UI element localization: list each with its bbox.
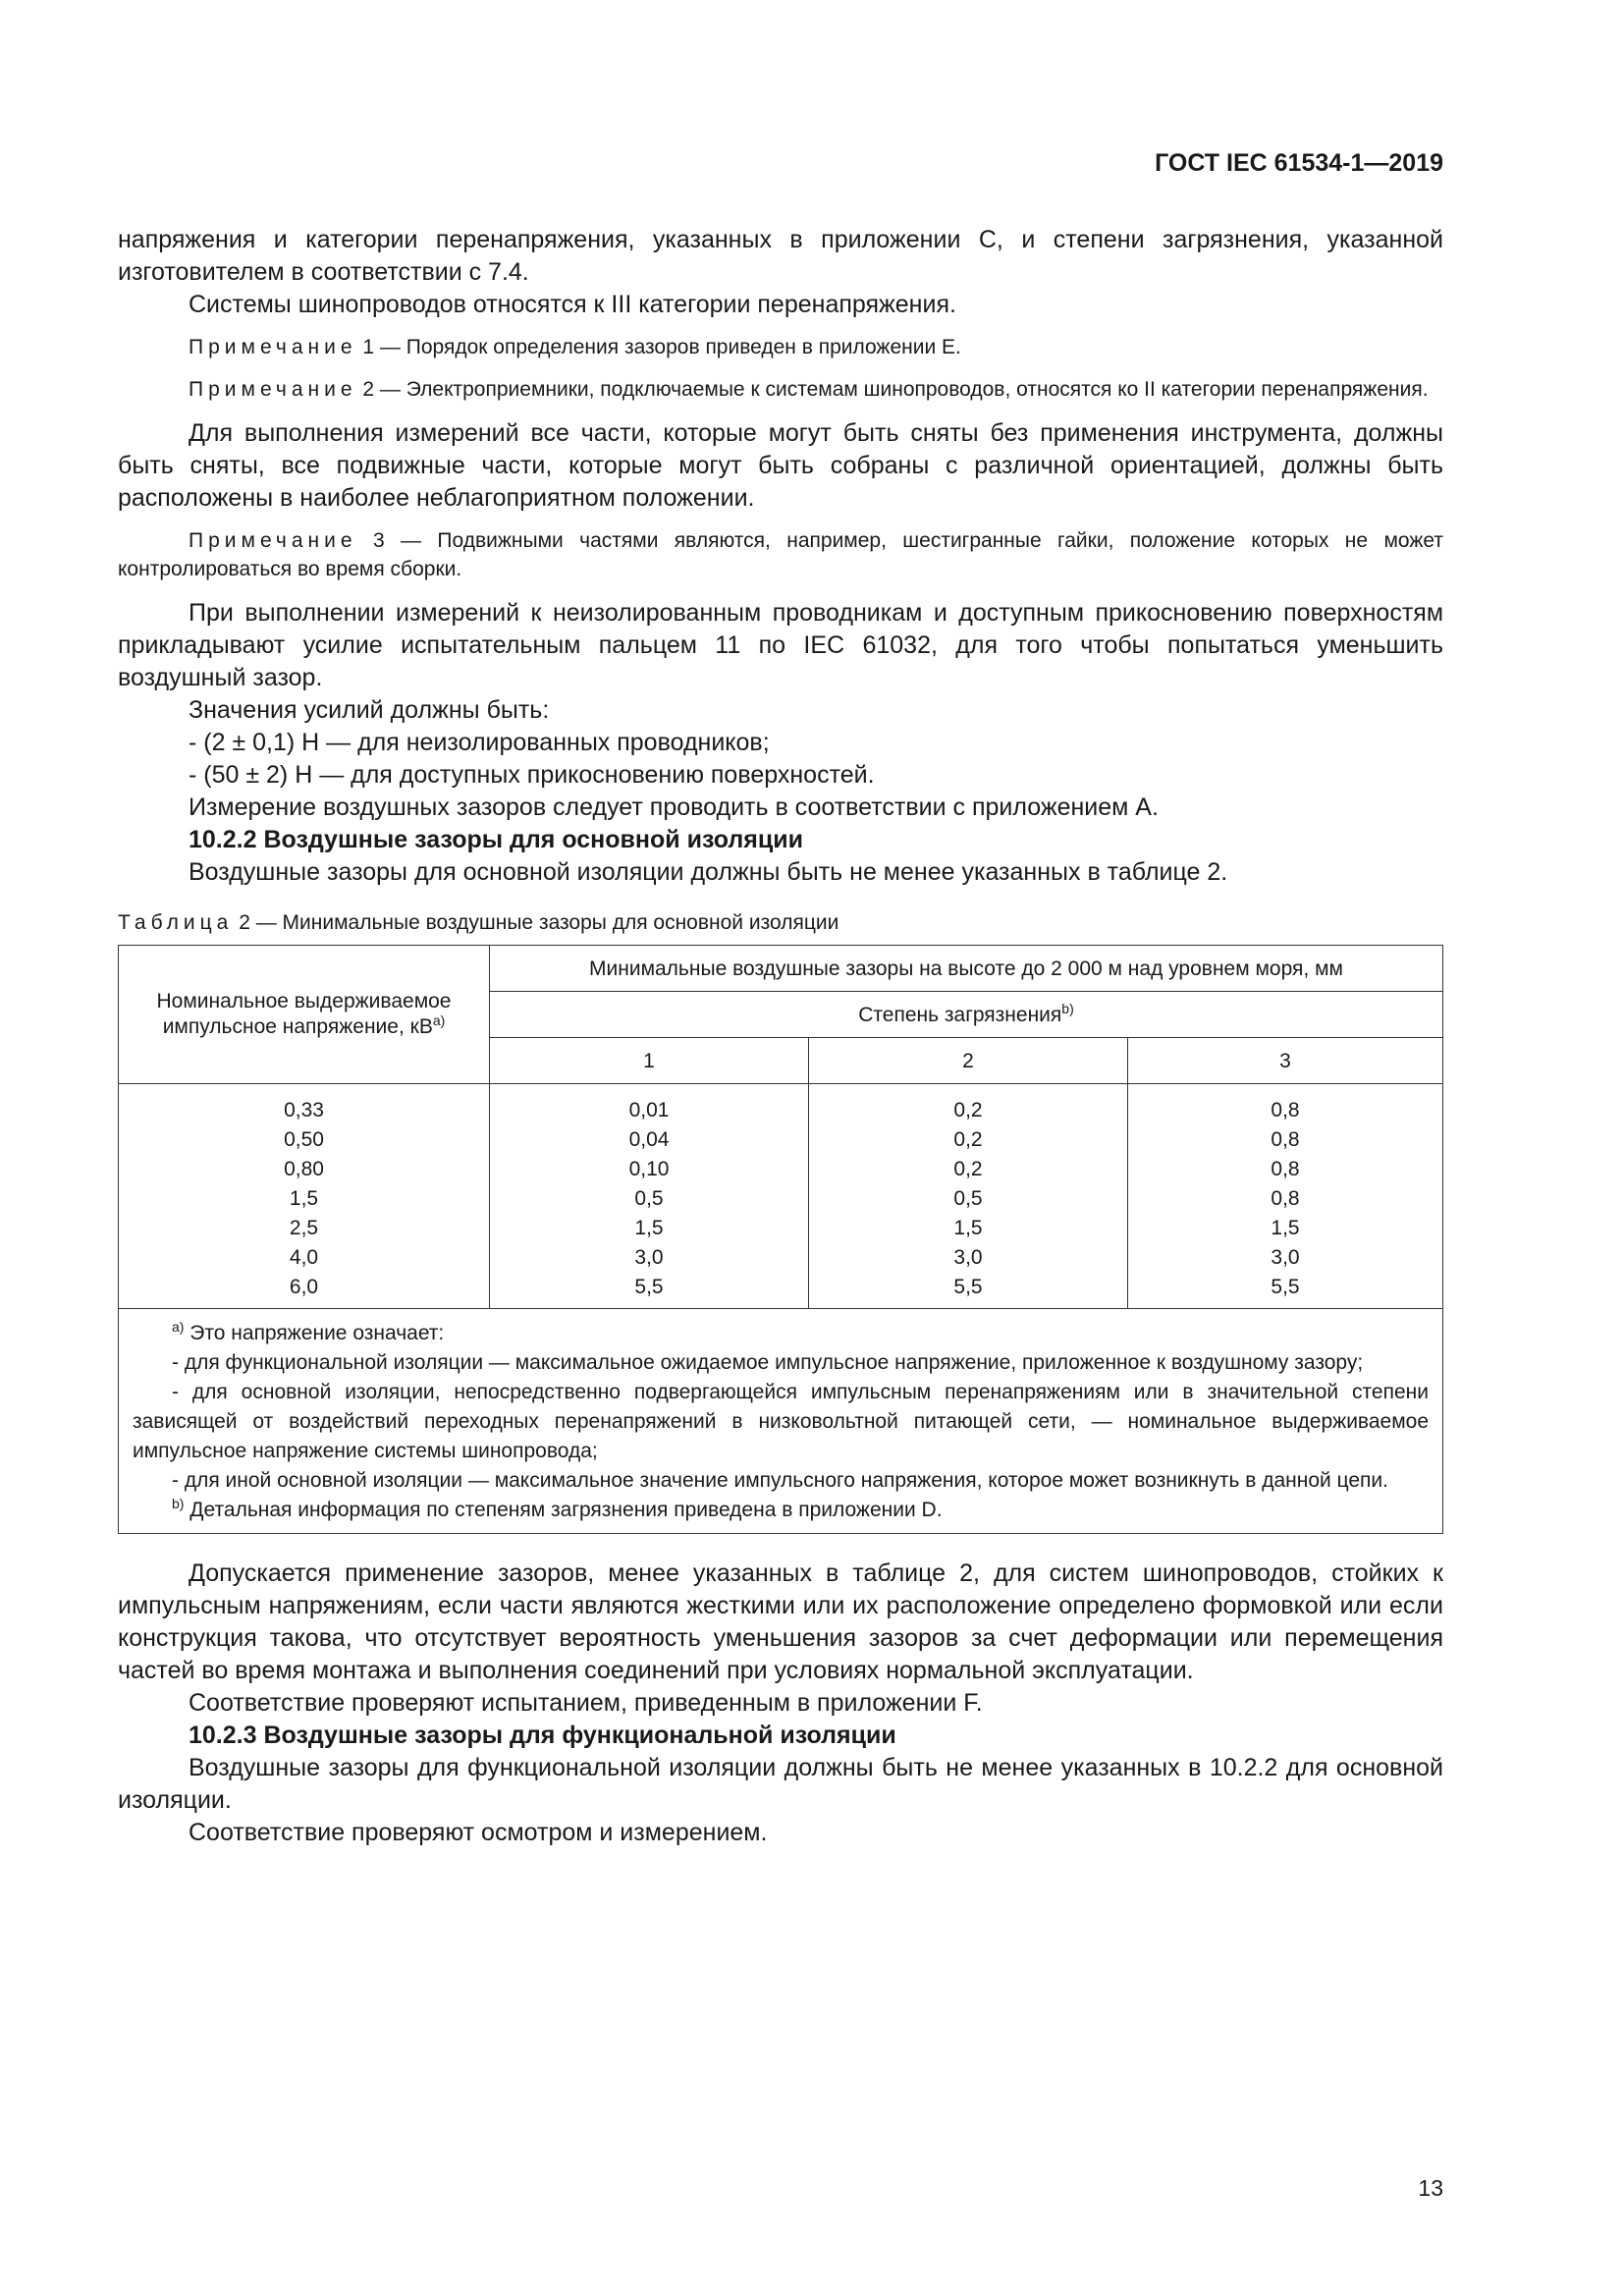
- footnote-b: $^{b)}$ Детальная информация по степеням загрязнения приведена в приложении D.: [172, 1496, 943, 1521]
- footnote-a: $^{a)}$ Это напряжение означает:: [172, 1319, 445, 1344]
- paragraph: напряжения и категории перенапряжения, указанных в приложении С, и степени загрязнения, указанной изготовителем в соответствии с 7.4.: [118, 226, 1443, 286]
- clearance-table: [118, 945, 1443, 1534]
- upper-text-block: [118, 224, 1443, 1849]
- footnote-a-item: - для основной изоляции, непосредственно подвергающейся импульсным перенапряжениям или в значительной степени зависящей от воздействий переходных перенапряжений в низковольтной питающей сети, — номинальное выдерживаемое импульсное напряжение системы шинопровода;: [133, 1381, 1429, 1462]
- note-2: Примечание 2 — Электроприемники, подключаемые к системам шинопроводов, относятся ко II категории перенапряжения.: [189, 378, 1429, 401]
- table-footnotes: [119, 1309, 1443, 1534]
- table-row: [119, 1084, 1443, 1309]
- paragraph: Соответствие проверяют осмотром и измерением.: [189, 1819, 768, 1846]
- list-item: - (50 ± 2) Н — для доступных прикосновению поверхностей.: [189, 761, 875, 789]
- note-3: Примечание 3 — Подвижными частями являются, например, шестигранные гайки, положение которых не может контролироваться во время сборки.: [118, 529, 1443, 580]
- note-1: Примечание 1 — Порядок определения зазоров приведен в приложении Е.: [189, 336, 961, 358]
- degree-header: 2: [809, 1038, 1128, 1084]
- paragraph: Воздушные зазоры для основной изоляции должны быть не менее указанных в таблице 2.: [189, 858, 1228, 886]
- voltage-column: 0,33 0,50 0,80 1,5 2,5 4,0 6,0: [119, 1084, 490, 1309]
- note-label: Примечание: [189, 378, 357, 401]
- degree-header: 1: [490, 1038, 809, 1084]
- footnote-a-item: - для функциональной изоляции — максимальное ожидаемое импульсное напряжение, приложенное к воздушному зазору;: [172, 1351, 1364, 1374]
- note-label: Примечание: [189, 336, 357, 358]
- note-label: Примечание: [189, 529, 357, 552]
- paragraph: Для выполнения измерений все части, которые могут быть сняты без применения инструмента, должны быть сняты, все подвижные части, которые могут быть собраны с различной ориентацией, должны быть расположены в наиболее неблагоприятном положении.: [118, 419, 1443, 512]
- column-header-pollution: Степень загрязнения$^{b)}$: [490, 992, 1443, 1038]
- footnote-a-item: - для иной основной изоляции — максимальное значение импульсного напряжения, которое может возникнуть в данной цепи.: [172, 1469, 1388, 1492]
- paragraph: Измерение воздушных зазоров следует проводить в соответствии с приложением А.: [189, 793, 1159, 821]
- paragraph: Допускается применение зазоров, менее указанных в таблице 2, для систем шинопроводов, стойких к импульсным напряжениям, если части являются жесткими или их расположение определено формовкой или если конструкция такова, что отсутствует вероятность уменьшения зазоров за счет деформации или перемещения частей во время монтажа и выполнения соединений при условиях нормальной эксплуатации.: [118, 1559, 1443, 1684]
- column-header-voltage: Номинальное выдерживаемое импульсное напряжение, $кВ^{a)}$: [119, 946, 490, 1084]
- paragraph: При выполнении измерений к неизолированным проводникам и доступным прикосновению поверхностям прикладывают усилие испытательным пальцем 11 по IEC 61032, для того чтобы попытаться уменьшить воздушный зазор.: [118, 599, 1443, 691]
- list-item: - (2 ± 0,1) Н — для неизолированных проводников;: [189, 729, 770, 756]
- section-heading-10-2-2: 10.2.2 Воздушные зазоры для основной изоляции: [189, 826, 803, 853]
- table-caption: Таблица 2 — Минимальные воздушные зазоры для основной изоляции: [118, 911, 839, 934]
- page-number: 13: [1418, 2175, 1443, 2201]
- degree-header: 3: [1128, 1038, 1443, 1084]
- paragraph: Воздушные зазоры для функциональной изоляции должны быть не менее указанных в 10.2.2 для основной изоляции.: [118, 1754, 1443, 1814]
- paragraph: Соответствие проверяют испытанием, приведенным в приложении F.: [189, 1689, 983, 1717]
- column-header-group: Минимальные воздушные зазоры на высоте до 2 000 м над уровнем моря, мм: [490, 946, 1443, 992]
- degree-3-column: 0,8 0,8 0,8 0,8 1,5 3,0 5,5: [1128, 1084, 1443, 1309]
- paragraph: Значения усилий должны быть:: [189, 696, 550, 724]
- paragraph: Системы шинопроводов относятся к III категории перенапряжения.: [189, 291, 956, 318]
- degree-2-column: 0,2 0,2 0,2 0,5 1,5 3,0 5,5: [809, 1084, 1128, 1309]
- section-heading-10-2-3: 10.2.3 Воздушные зазоры для функциональной изоляции: [189, 1722, 896, 1749]
- degree-1-column: 0,01 0,04 0,10 0,5 1,5 3,0 5,5: [490, 1084, 809, 1309]
- document-header: ГОСТ IEC 61534-1—2019: [1155, 149, 1443, 177]
